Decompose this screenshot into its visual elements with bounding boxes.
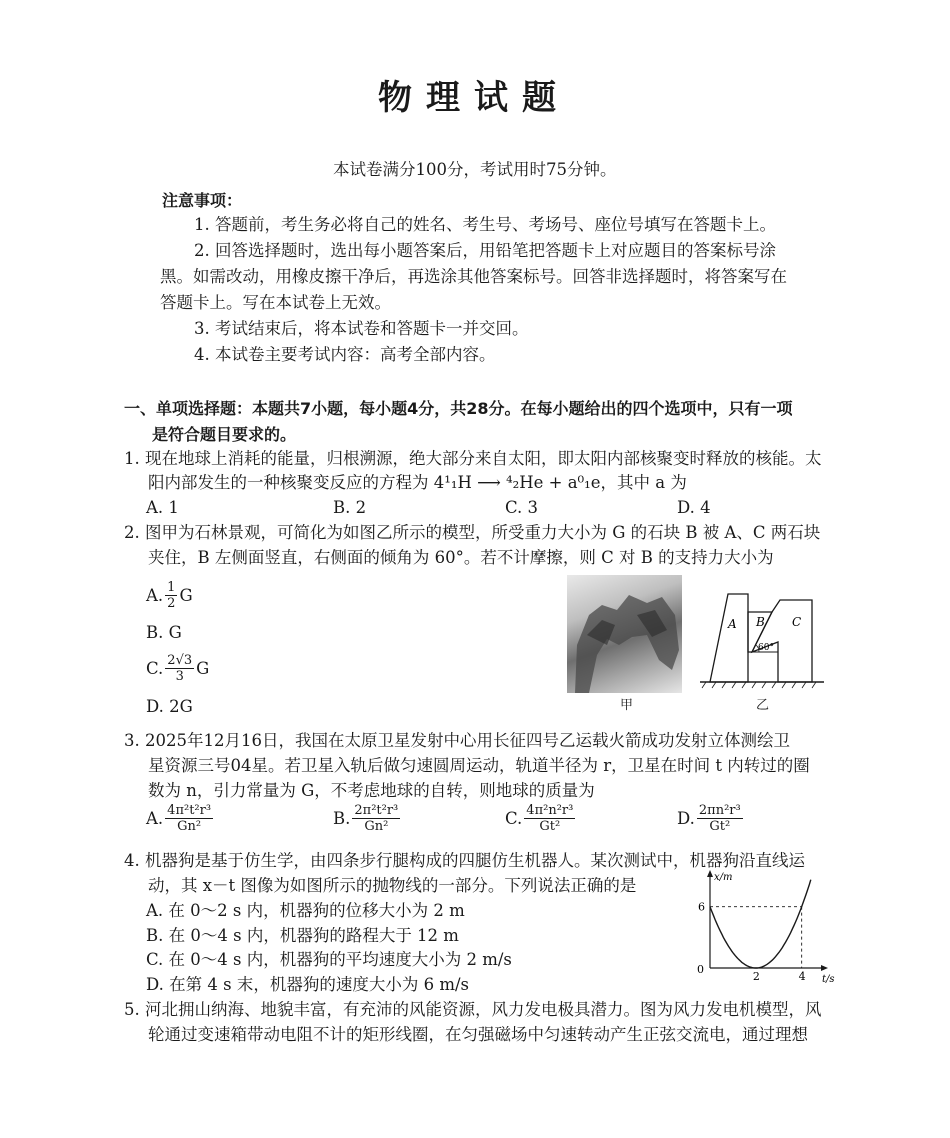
option-tail: G (196, 658, 210, 678)
t-axis-arrow (821, 965, 828, 971)
option-label: A. (146, 808, 164, 828)
q2-stem-cont: 夹住，B 左侧面竖直，右侧面的倾角为 60°。若不计摩擦，则 C 对 B 的支持力大小为 (148, 548, 774, 567)
q3-stem-cont: 数为 n，引力常量为 G，不考虑地球的自转，则地球的质量为 (148, 781, 595, 800)
x-axis-label: t/s (822, 974, 835, 985)
y-tick-label: 6 (698, 900, 705, 914)
q1-option-c: C. 3 (505, 498, 539, 517)
fraction (352, 803, 400, 834)
q4-option-a: A. 在 0～2 s 内，机器狗的位移大小为 2 m (146, 901, 465, 920)
q4-option-b: B. 在 0～4 s 内，机器狗的路程大于 12 m (146, 926, 459, 945)
parabola-curve (710, 880, 811, 968)
option-tail: G (179, 585, 193, 605)
block-a (710, 594, 748, 682)
fraction (165, 803, 213, 834)
stone-forest-photo (567, 575, 682, 693)
y-axis-label: x/m (714, 872, 733, 883)
rock-silhouette-icon (567, 575, 682, 693)
q2-stem: 2. 图甲为石林景观，可简化为如图乙所示的模型，所受重力大小为 G 的石块 B 被 A、C 两石块 (124, 523, 821, 542)
fraction-denominator: Gn² (364, 819, 389, 834)
fraction-denominator: Gt² (539, 819, 561, 834)
option-label: C. (505, 808, 523, 828)
fraction-numerator: 4π²t²r³ (167, 803, 212, 818)
option-label: D. (677, 808, 695, 828)
q5-stem-cont: 轮通过变速箱带动电阻不计的矩形线圈，在匀强磁场中匀速转动产生正弦交流电，通过理想 (148, 1025, 808, 1044)
q3-stem: 3. 2025年12月16日，我国在太原卫星发射中心用长征四号乙运载火箭成功发射立体测绘卫 (124, 731, 790, 750)
x-axis-arrow (707, 870, 713, 877)
x-t-graph (680, 868, 835, 986)
fraction-numerator: 2√3 (167, 653, 193, 668)
fraction-denominator: 3 (175, 669, 184, 684)
q4-stem: 4. 机器狗是基于仿生学，由四条步行腿构成的四腿仿生机器人。某次测试中，机器狗沿直线运 (124, 851, 805, 870)
q2-option-a (146, 580, 193, 611)
q3-option-a (146, 803, 215, 834)
notice-line: 黑。如需改动，用橡皮擦干净后，再选涂其他答案标号。回答非选择题时，将答案写在 (160, 267, 787, 286)
q1-stem: 1. 现在地球上消耗的能量，归根溯源，绝大部分来自太阳，即太阳内部核聚变时释放的核能。太 (124, 449, 822, 468)
fraction (524, 803, 575, 834)
angle-label: 60° (758, 643, 774, 653)
q5-stem: 5. 河北拥山纳海、地貌丰富，有充沛的风能资源，风力发电极具潜力。图为风力发电机模型，风 (124, 1000, 822, 1019)
fraction-denominator: Gt² (709, 819, 731, 834)
x-tick-label: 2 (752, 970, 760, 983)
fraction-numerator: 2πn²r³ (698, 803, 741, 818)
notice-line: 答题卡上。写在本试卷上无效。 (160, 293, 391, 312)
q4-option-c: C. 在 0～4 s 内，机器狗的平均速度大小为 2 m/s (146, 950, 512, 969)
q4-option-d: D. 在第 4 s 末，机器狗的速度大小为 6 m/s (146, 975, 469, 994)
block-model-diagram (700, 590, 825, 690)
block-c-label: C (792, 615, 802, 629)
fraction (165, 580, 177, 611)
fraction-numerator: 1 (167, 580, 176, 595)
block-b-label: B (756, 615, 765, 629)
section-heading-cont: 是符合题目要求的。 (152, 425, 297, 444)
page-title: 物理试题 (378, 78, 570, 118)
option-label: B. (333, 808, 351, 828)
q1-stem-cont: 阳内部发生的一种核聚变反应的方程为 4¹₁H ⟶ ⁴₂He + a⁰₁e，其中 a 为 (148, 473, 687, 492)
fraction-denominator: Gn² (177, 819, 202, 834)
q3-stem-cont: 星资源三号04星。若卫星入轨后做匀速圆周运动，轨道半径为 r，卫星在时间 t 内转过的圈 (148, 756, 810, 775)
q2-option-c (146, 653, 209, 684)
block-a-label: A (728, 617, 737, 631)
figure-label-jia: 甲 (620, 698, 634, 713)
fraction-numerator: 4π²n²r³ (526, 803, 574, 818)
q3-option-d (677, 803, 745, 834)
q2-option-d: D. 2G (146, 697, 193, 716)
x-tick-label: 4 (798, 970, 806, 983)
option-label: C. (146, 658, 164, 678)
fraction (165, 653, 194, 684)
fraction-numerator: 2π²t²r³ (354, 803, 399, 818)
section-heading: 一、单项选择题：本题共7小题，每小题4分，共28分。在每小题给出的四个选项中，只有一项 (124, 399, 793, 418)
q3-option-b (333, 803, 402, 834)
option-label: A. (146, 585, 164, 605)
q1-option-b: B. 2 (333, 498, 367, 517)
q1-option-a: A. 1 (146, 498, 179, 517)
q4-stem-cont: 动，其 x－t 图像为如图所示的抛物线的一部分。下列说法正确的是 (148, 876, 637, 895)
q3-option-c (505, 803, 577, 834)
notice-line: 4. 本试卷主要考试内容：高考全部内容。 (194, 345, 496, 364)
figure-label-yi: 乙 (756, 698, 770, 713)
origin-tick-label: 0 (697, 963, 704, 976)
notice-line: 1. 答题前，考生务必将自己的姓名、考生号、考场号、座位号填写在答题卡上。 (194, 215, 776, 234)
q1-option-d: D. 4 (677, 498, 711, 517)
notice-line: 3. 考试结束后，将本试卷和答题卡一并交回。 (194, 319, 529, 338)
notice-heading: 注意事项： (162, 191, 243, 210)
q2-option-b: B. G (146, 623, 182, 642)
exam-subtitle: 本试卷满分100分，考试用时75分钟。 (333, 160, 617, 179)
fraction (697, 803, 743, 834)
notice-line: 2. 回答选择题时，选出每小题答案后，用铅笔把答题卡上对应题目的答案标号涂 (194, 241, 776, 260)
fraction-denominator: 2 (167, 596, 176, 611)
